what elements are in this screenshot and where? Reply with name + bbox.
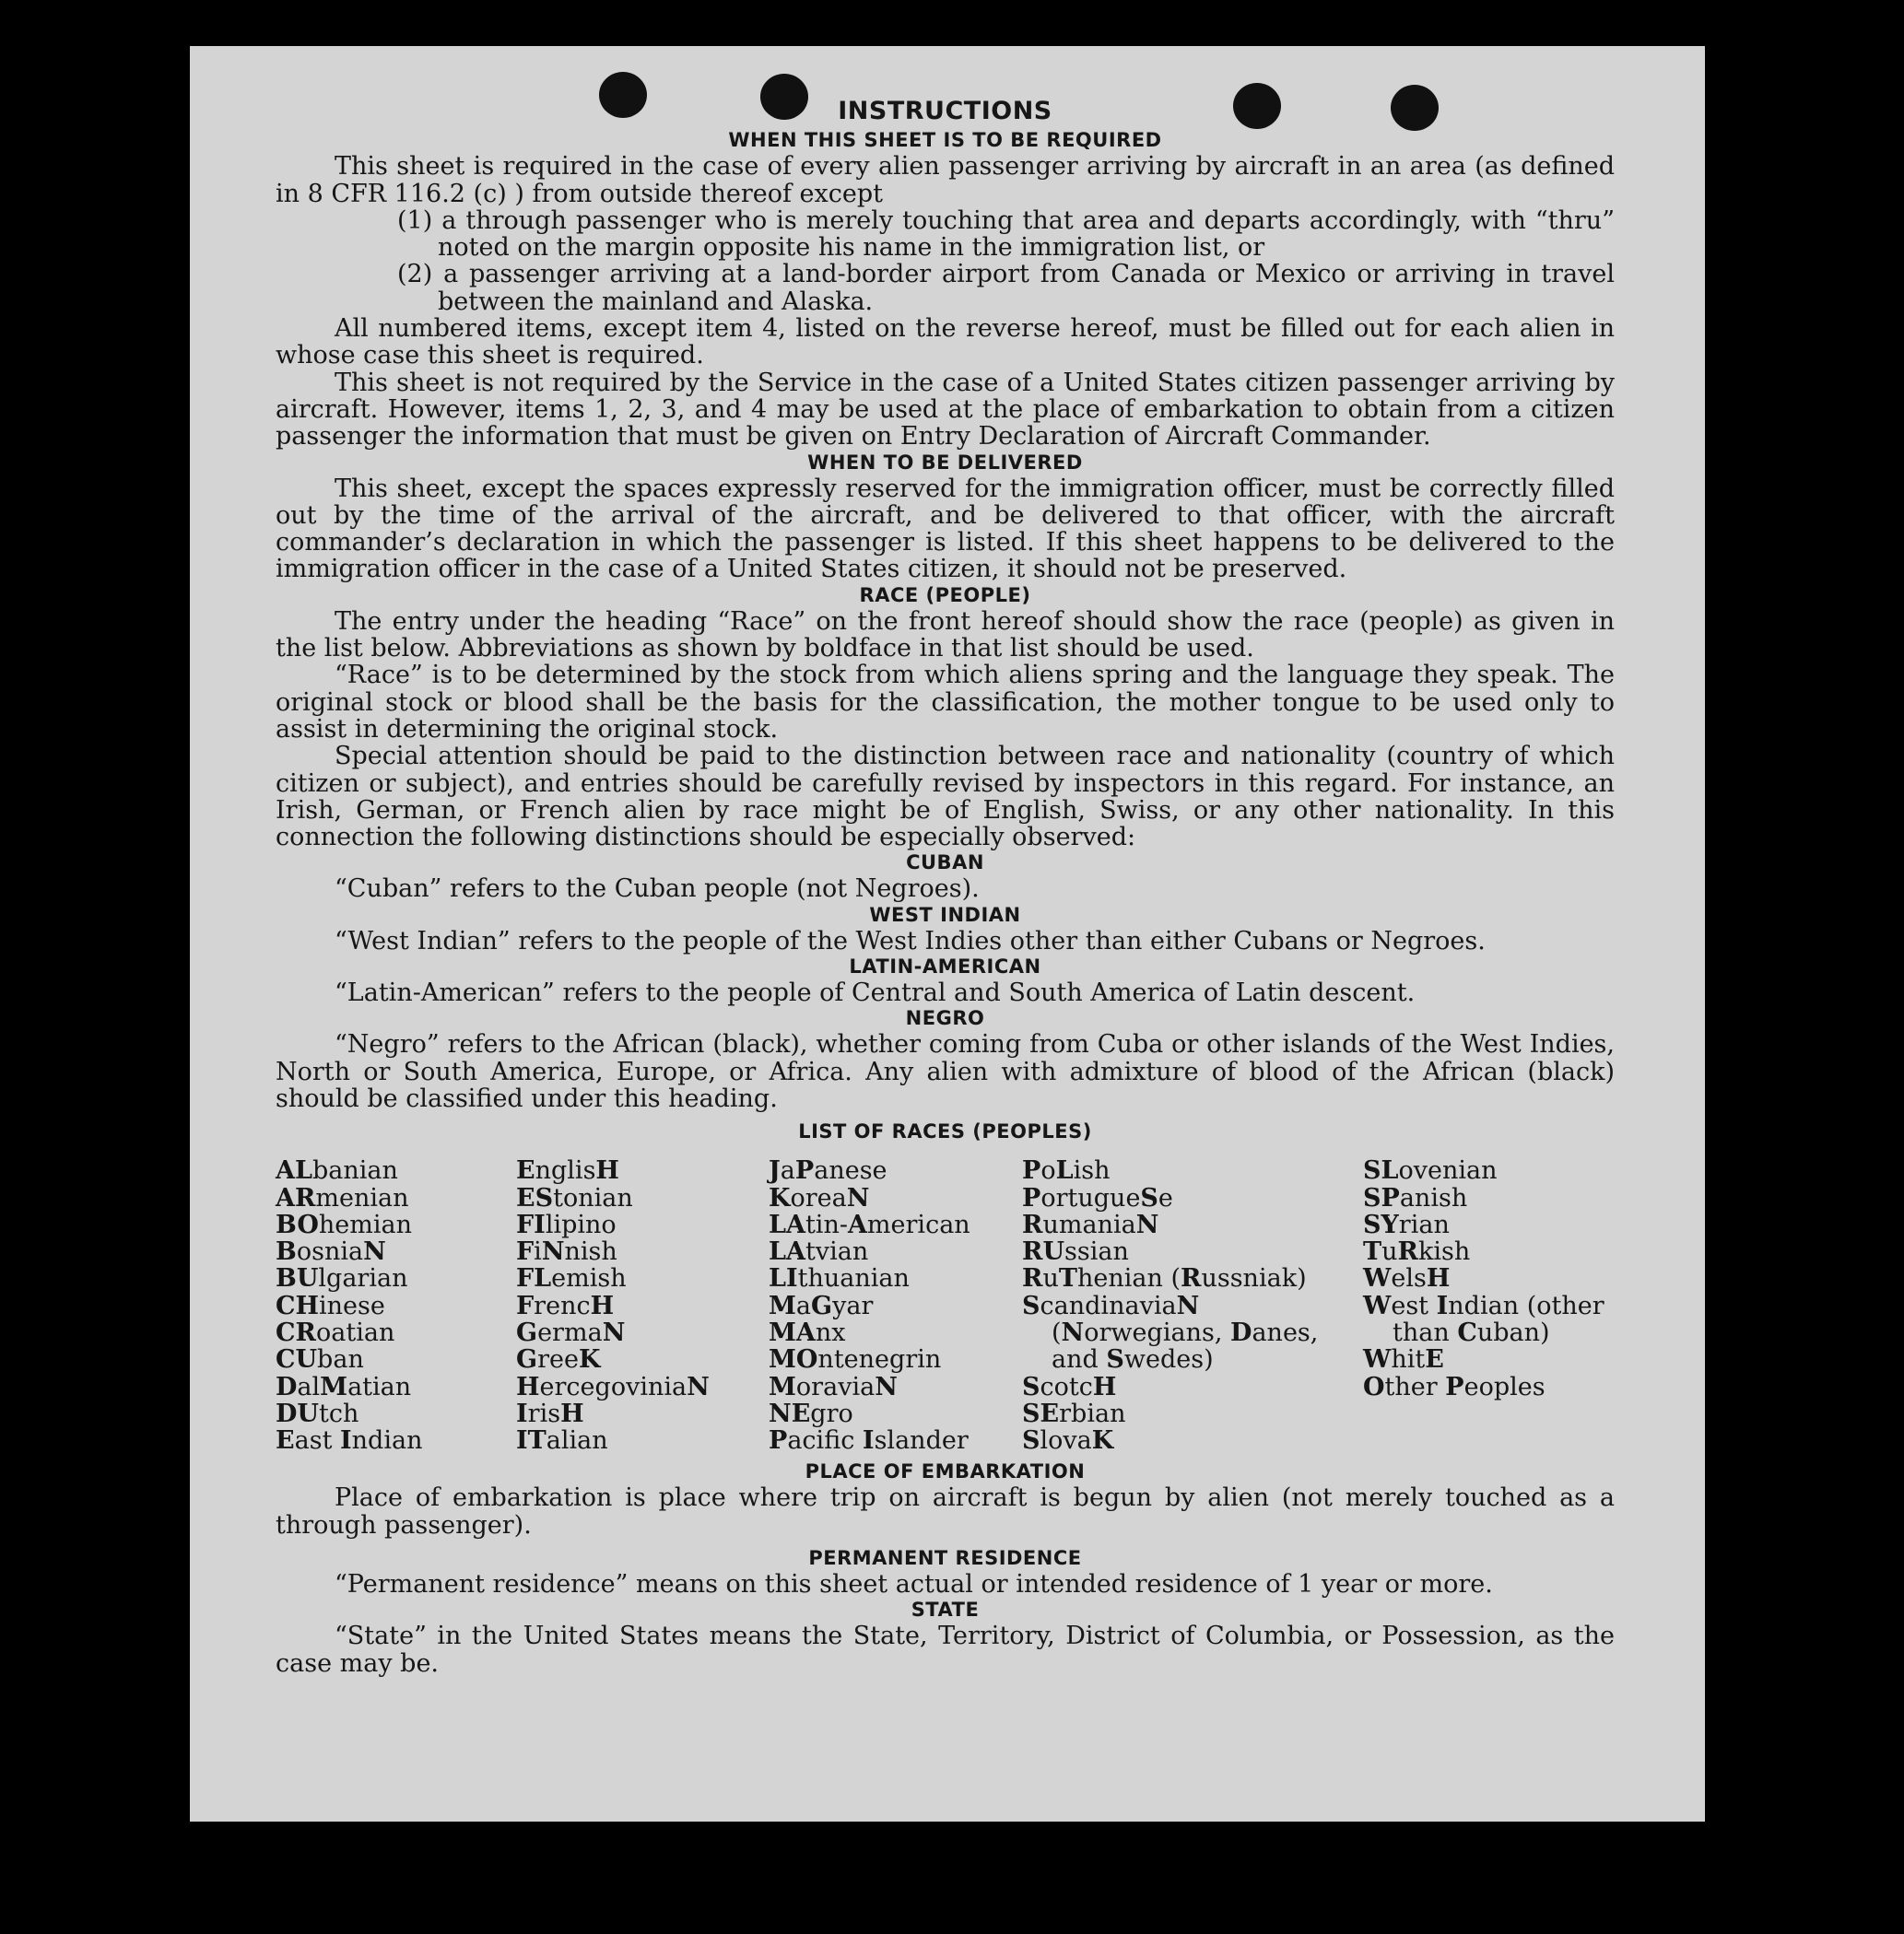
paragraph: “Latin-American” refers to the people of Central and South America of Latin descent. [335,979,1416,1008]
race-entry: JaPanese [769,1156,887,1186]
paragraph: This sheet, except the spaces expressly reserved for the immigration officer, must be correctly filled out by the time of the arrival of the aircraft, and be delivered to that officer, with the aircraft commander’s declaration in which the passenger is listed. If this sheet happens to be delivered to the immigration officer in the case of a United States citizen, it should not be preserved. [276,474,1615,584]
race-entry: BosniaN [276,1237,386,1267]
race-entry: RuThenian (Russniak) [1022,1264,1307,1294]
race-entry: TuRkish [1363,1237,1471,1267]
race-entry: PoLish [1022,1156,1111,1186]
list-of-races-heading: LIST OF RACES (PEOPLES) [798,1120,1092,1143]
paragraph: “Race” is to be determined by the stock from which aliens spring and the language they speak. The original stock or blood shall be the basis for the classification, the mother tongue to be used only to assist in determining the original stock. [276,661,1615,744]
race-entry: RUssian [1022,1237,1129,1267]
paragraph: The entry under the heading “Race” on the front hereof should show the race (people) as given in the list below. Abbreviations as shown by boldface in that list should be used. [276,606,1615,663]
race-entry: CRoatian [276,1318,395,1347]
race-entry: SPanish [1363,1183,1468,1213]
races-column [1022,1157,1363,1454]
race-entry: PortugueSe [1022,1183,1173,1213]
race-entry: MOntenegrin [769,1345,942,1375]
race-entry: WhitE [1363,1345,1444,1375]
paragraph: “State” in the United States means the State, Territory, District of Columbia, or Possession, as the case may be. [276,1622,1615,1678]
race-entry: BOhemian [276,1210,412,1239]
list-item: (1) a through passenger who is merely touching that area and departs accordingly, with “thru” noted on the margin opposite his name in the immigration list, or [397,205,1615,263]
punch-hole [1391,85,1439,131]
race-entry: NEgro [769,1399,853,1428]
race-entry: BUlgarian [276,1264,408,1294]
punch-hole [1233,83,1281,129]
race-entry: FiNnish [516,1237,617,1267]
paragraph: “Negro” refers to the African (black), whether coming from Cuba or other islands of the West Indies, North or South America, Europe, or Africa. Any alien with admixture of blood of the African (black) should be classified under this heading. [276,1030,1615,1113]
paragraph: This sheet is required in the case of every alien passenger arriving by aircraft in an area (as defined in 8 CFR 116.2 (c) ) from outside thereof except [276,152,1615,208]
race-entry: DUtch [276,1399,359,1428]
race-entry: RumaniaN [1022,1210,1159,1239]
race-entry: DalMatian [276,1372,412,1401]
race-entry: GreeK [516,1345,601,1375]
races-column [276,1157,516,1454]
paragraph: Place of embarkation is place where trip on aircraft is begun by alien (not merely touched as a through passenger). [276,1483,1615,1540]
punch-hole [599,72,647,118]
races-column [1363,1157,1621,1454]
race-entry: FrencH [516,1291,615,1320]
races-column [516,1157,769,1454]
race-entry: GermaN [516,1318,626,1347]
page-title: INSTRUCTIONS [838,97,1052,125]
paragraph: All numbered items, except item 4, listed on the reverse hereof, must be filled out for each alien in whose case this sheet is required. [276,314,1615,370]
section-heading-embarkation: PLACE OF EMBARKATION [805,1460,1086,1483]
race-entry: SlovaK [1022,1426,1114,1456]
race-entry: ARmenian [276,1183,409,1213]
race-entry: MAnx [769,1318,846,1347]
race-entry: LIthuanian [769,1264,910,1294]
punch-hole [760,74,808,120]
section-heading-cuban: CUBAN [906,851,984,874]
race-entry: CUban [276,1345,364,1375]
race-entry: West Indian (other than Cuban) [1363,1291,1604,1347]
race-entry: ALbanian [276,1156,398,1186]
race-entry: LAtvian [769,1237,869,1267]
paragraph: This sheet is not required by the Service in the case of a United States citizen passenger arriving by aircraft. However, items 1, 2, 3, and 4 may be used at the place of embarkation to obtain from a citizen passenger the information that must be given on Entry Declaration of Aircraft Commander. [276,368,1615,451]
race-entry: CHinese [276,1291,385,1320]
paragraph: “Cuban” refers to the Cuban people (not Negroes). [335,874,980,904]
race-entry: KoreaN [769,1183,870,1213]
section-heading-residence: PERMANENT RESIDENCE [808,1547,1082,1570]
race-entry: ScotcH [1022,1372,1117,1401]
race-entry: MoraviaN [769,1372,898,1401]
race-entry: SErbian [1022,1399,1126,1428]
race-entry: FLemish [516,1264,627,1294]
race-entry: FIlipino [516,1210,617,1239]
race-entry: MaGyar [769,1291,874,1320]
section-heading-delivered: WHEN TO BE DELIVERED [807,451,1083,474]
race-entry: East Indian [276,1426,423,1456]
race-entry: Pacifc Islander [769,1426,969,1456]
paragraph: “Permanent residence” means on this sheet actual or intended residence of 1 year or more. [335,1570,1493,1600]
section-heading-latin-american: LATIN-AMERICAN [849,955,1041,979]
races-list [276,1157,1615,1454]
instruction-sheet [190,46,1705,1822]
section-heading-state: STATE [911,1599,980,1622]
list-item: (2) a passenger arriving at a land-border airport from Canada or Mexico or arriving in travel between the mainland and Alaska. [397,260,1615,316]
race-entry: LAtin-American [769,1210,970,1239]
section-heading-race: RACE (PEOPLE) [859,583,1031,606]
section-heading-required: WHEN THIS SHEET IS TO BE REQUIRED [728,129,1162,152]
race-entry: WelsH [1363,1264,1451,1294]
race-entry: SYrian [1363,1210,1450,1239]
race-entry: EnglisH [516,1156,619,1186]
race-entry: HercegoviniaN [516,1372,710,1401]
paragraph: “West Indian” refers to the people of the West Indies other than either Cubans or Negroes. [335,926,1486,955]
paragraph: Special attention should be paid to the distinction between race and nationality (country of which citizen or subject), and entries should be carefully revised by inspectors in this regard. For instance, an Irish, German, or French alien by race might be of English, Swiss, or any other nationality. In this connection the following distinctions should be especially observed: [276,742,1615,852]
section-heading-negro: NEGRO [905,1007,985,1030]
race-entry: ITalian [516,1426,608,1456]
race-entry: EStonian [516,1183,633,1213]
race-entry: ScandinaviaN (Norwegians, Danes, and Swedes) [1022,1291,1319,1375]
race-entry: Other Peoples [1363,1372,1546,1401]
race-entry: IrisH [516,1399,584,1428]
races-column [769,1157,1022,1454]
race-entry: SLovenian [1363,1156,1498,1186]
section-heading-west-indian: WEST INDIAN [869,903,1021,926]
